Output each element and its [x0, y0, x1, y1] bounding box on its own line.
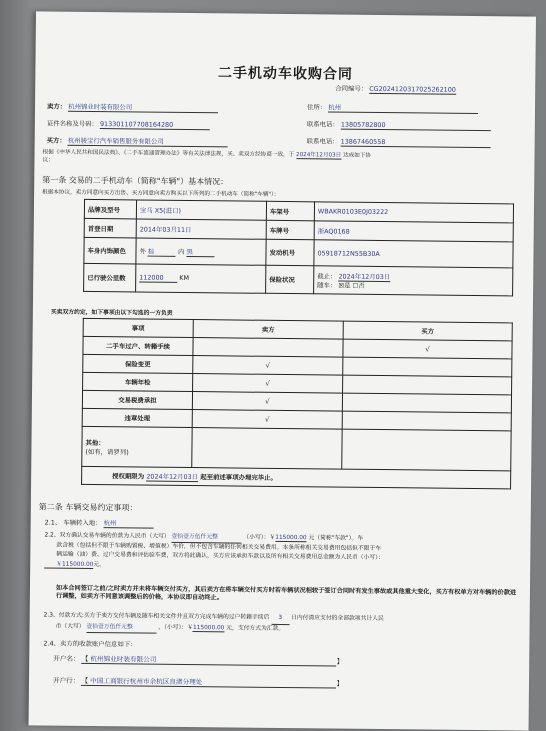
- resp-item: 二手车过户、转籍手续: [83, 336, 193, 355]
- price-in-words: 壹拾壹万伍仟元整: [171, 533, 241, 544]
- vin-label: 车架号: [266, 201, 314, 221]
- table-row: [82, 466, 511, 488]
- responsibility-intro: 买卖双方约定，如下事项由以下勾选的一方负责: [50, 309, 173, 317]
- total-amount: ￥115000.00: [44, 561, 93, 569]
- contract-paper: [29, 11, 536, 730]
- address-row: 住所： 杭州: [307, 103, 478, 114]
- contract-number-value: CG20241203170252621​00: [369, 84, 456, 94]
- engine-value: 05918712N55B30A: [314, 240, 513, 268]
- resp-header-seller: 卖方: [193, 320, 343, 340]
- article-1-subtext: 根据本协议，卖方同意向买方出售、买方同意向卖方购买以下所列的二手机动车（简称"车辆"）：: [42, 189, 280, 198]
- resp-item: 保险变更: [83, 354, 193, 373]
- table-row: [84, 263, 513, 295]
- brand-value: 宝马 X5(进口): [136, 200, 266, 220]
- address-value: 杭州: [328, 103, 478, 114]
- article-1-heading: 第一条 交易的二手机动车（简称"车辆"）基本情况：: [42, 175, 229, 187]
- resp-seller-check[interactable]: [193, 338, 343, 358]
- clause-2-1: 2.1、 车辆转入地： 杭州: [45, 519, 154, 529]
- clause-2-4: 2.4、卖方的收款账户信息如下：: [43, 639, 137, 649]
- reg-date-label: 首登日期: [84, 218, 136, 238]
- insurance-no-checkbox[interactable]: ☐: [352, 281, 359, 290]
- contract-title: 二手机动车收购合同: [217, 65, 353, 83]
- authorization-date: 2024年12月03日: [146, 472, 199, 482]
- table-row: [82, 426, 511, 470]
- mileage-label: 已行驶公里数: [84, 263, 136, 292]
- intro-date: 2024年12月03日: [295, 152, 342, 159]
- other-seller[interactable]: [192, 428, 342, 470]
- resp-header-item: 事项: [83, 318, 193, 337]
- price-amount: 115000.00: [275, 534, 307, 542]
- insurance-label: 保险状况: [266, 265, 314, 294]
- authorization-cell: 授权期限为 2024年12月03日 起至前述事项办理完毕止。: [82, 466, 511, 488]
- color-value: 外 棕 内 黑: [136, 238, 266, 265]
- payment-amount: 115000.00: [193, 624, 225, 631]
- resp-buyer-check[interactable]: √: [343, 339, 512, 359]
- resp-buyer-check[interactable]: [343, 357, 512, 377]
- transfer-destination: 杭州: [104, 519, 154, 529]
- payment-days: 3: [271, 614, 289, 625]
- phone1-row: 联系电话： 13805782800: [307, 120, 491, 131]
- account-name: 杭州锦业时装有限公司: [90, 654, 157, 664]
- resp-seller-check[interactable]: √: [193, 374, 343, 394]
- article-2-heading: 第二条 车辆交易约定事项：: [38, 502, 138, 513]
- other-label: 其他：: [85, 438, 105, 447]
- phone2-value: 13867460558: [341, 138, 491, 149]
- plate-value: 浙AQ0168: [314, 221, 513, 242]
- resp-item: 违章处理: [82, 408, 192, 427]
- exterior-color: 棕: [148, 246, 176, 256]
- vin-value: WBAKR0103E0J03222: [314, 202, 513, 223]
- resp-item: 车辆年检: [83, 372, 193, 391]
- insurance-yes-checkbox[interactable]: ☒: [338, 281, 345, 290]
- seller-name: 杭州锦业时装有限公司: [68, 103, 218, 114]
- insurance-until: 2024年12月03日: [338, 272, 391, 281]
- other-buyer[interactable]: [342, 429, 511, 471]
- interior-color: 黑: [186, 246, 214, 256]
- plate-label: 车牌号: [266, 220, 314, 240]
- resp-buyer-check[interactable]: [342, 393, 511, 413]
- resp-seller-check[interactable]: √: [192, 410, 342, 430]
- reg-date-value: 2014年03月11日: [136, 219, 266, 239]
- payment-in-words: 壹拾壹万伍仟元整: [86, 622, 156, 633]
- color-label: 车身内饰颜色: [84, 237, 136, 264]
- responsibility-table: [81, 318, 513, 489]
- mileage-value: 112000: [139, 273, 177, 282]
- cert-row: 证件名称及号码： 913301107708164280: [47, 120, 210, 131]
- account-name-row: 开户名： 【 杭州锦业时装有限公司 】: [53, 654, 344, 666]
- resp-item: 交易税费承担: [82, 390, 192, 409]
- seller-row: 卖方： 杭州锦业时装有限公司: [47, 103, 218, 114]
- phone2-row: 联系电话： 13867460558: [307, 137, 491, 148]
- account-bank-row: 开户行： 【 中国工商银行杭州市余杭区良渚分理处 】: [52, 676, 344, 688]
- insurance-cell: 截止： 2024年12月03日 随车： ☒是 ☐否: [314, 266, 513, 296]
- engine-label: 发动机号: [266, 239, 314, 266]
- other-cell: [82, 426, 192, 467]
- other-hint: (如有，请罗列): [85, 447, 129, 456]
- intro-text: 根据《中华人民共和国民法典》、《二手车流通管理办法》等有关法律法规，买、卖双方经协商一致，于 2024年12月03日 达成如下协 议：: [42, 149, 372, 164]
- resp-buyer-check[interactable]: [342, 411, 511, 431]
- resp-buyer-check[interactable]: [343, 375, 512, 395]
- bold-notice: 如本合同签订之前/之时卖方并未将车辆交付买方，其后卖方在将车辆交付买方时若车辆状况相较于签订合同时有发生事故或其他重大变化，买方有权单方对车辆的价款进行调整，如卖方不同意该调整后的价格，本协议即自动终止。: [55, 584, 517, 602]
- resp-seller-check[interactable]: √: [193, 356, 343, 376]
- clause-2-3: 2.3、付款方式:买方于卖方交付车辆及随车相关文件并且双方完成车辆的过户转籍手续后 3 日内付清应支付的全部款项共计人民 币（大写） 壹拾壹万伍仟元整 ，（小写）：￥115000.00 元，支付方式为汇款。: [44, 611, 384, 636]
- buyer-name: 杭州骏宝行汽车销售服务有限公司: [68, 137, 228, 148]
- buyer-row: 买方： 杭州骏宝行汽车销售服务有限公司: [47, 137, 228, 148]
- brand-label: 品牌及型号: [84, 199, 136, 219]
- cert-value: 913301107708164280: [100, 120, 210, 130]
- account-bank: 中国工商银行杭州市余杭区良渚分理处: [90, 676, 203, 687]
- contract-number: 合同编号： CG20241203170252621​00: [335, 84, 456, 94]
- phone1-value: 13805782800: [341, 121, 491, 132]
- resp-header-buyer: 买方: [343, 321, 512, 341]
- clause-2-2: 2.2、双方确认交易车辆的价款为人民币（大写） 壹拾壹万伍仟元整 （小写）：￥115000.00 元（简称"车款"）。车 款含税（包括但不限于车辆购置税、增值税）车价，但不包含车辆的任何相关交易费用。本条所称相关交易费用包括但不限于车 辆运输（油）费、过户交易费和评估验车费，双方将此确认，买方应该承担车款以及所有相关交易费用总金额为人民币（小写）： ￥115000.00元。: [44, 532, 384, 568]
- vehicle-info-table: [83, 199, 514, 296]
- resp-seller-check[interactable]: √: [192, 392, 342, 412]
- mileage-cell: 112000 KM: [136, 264, 266, 293]
